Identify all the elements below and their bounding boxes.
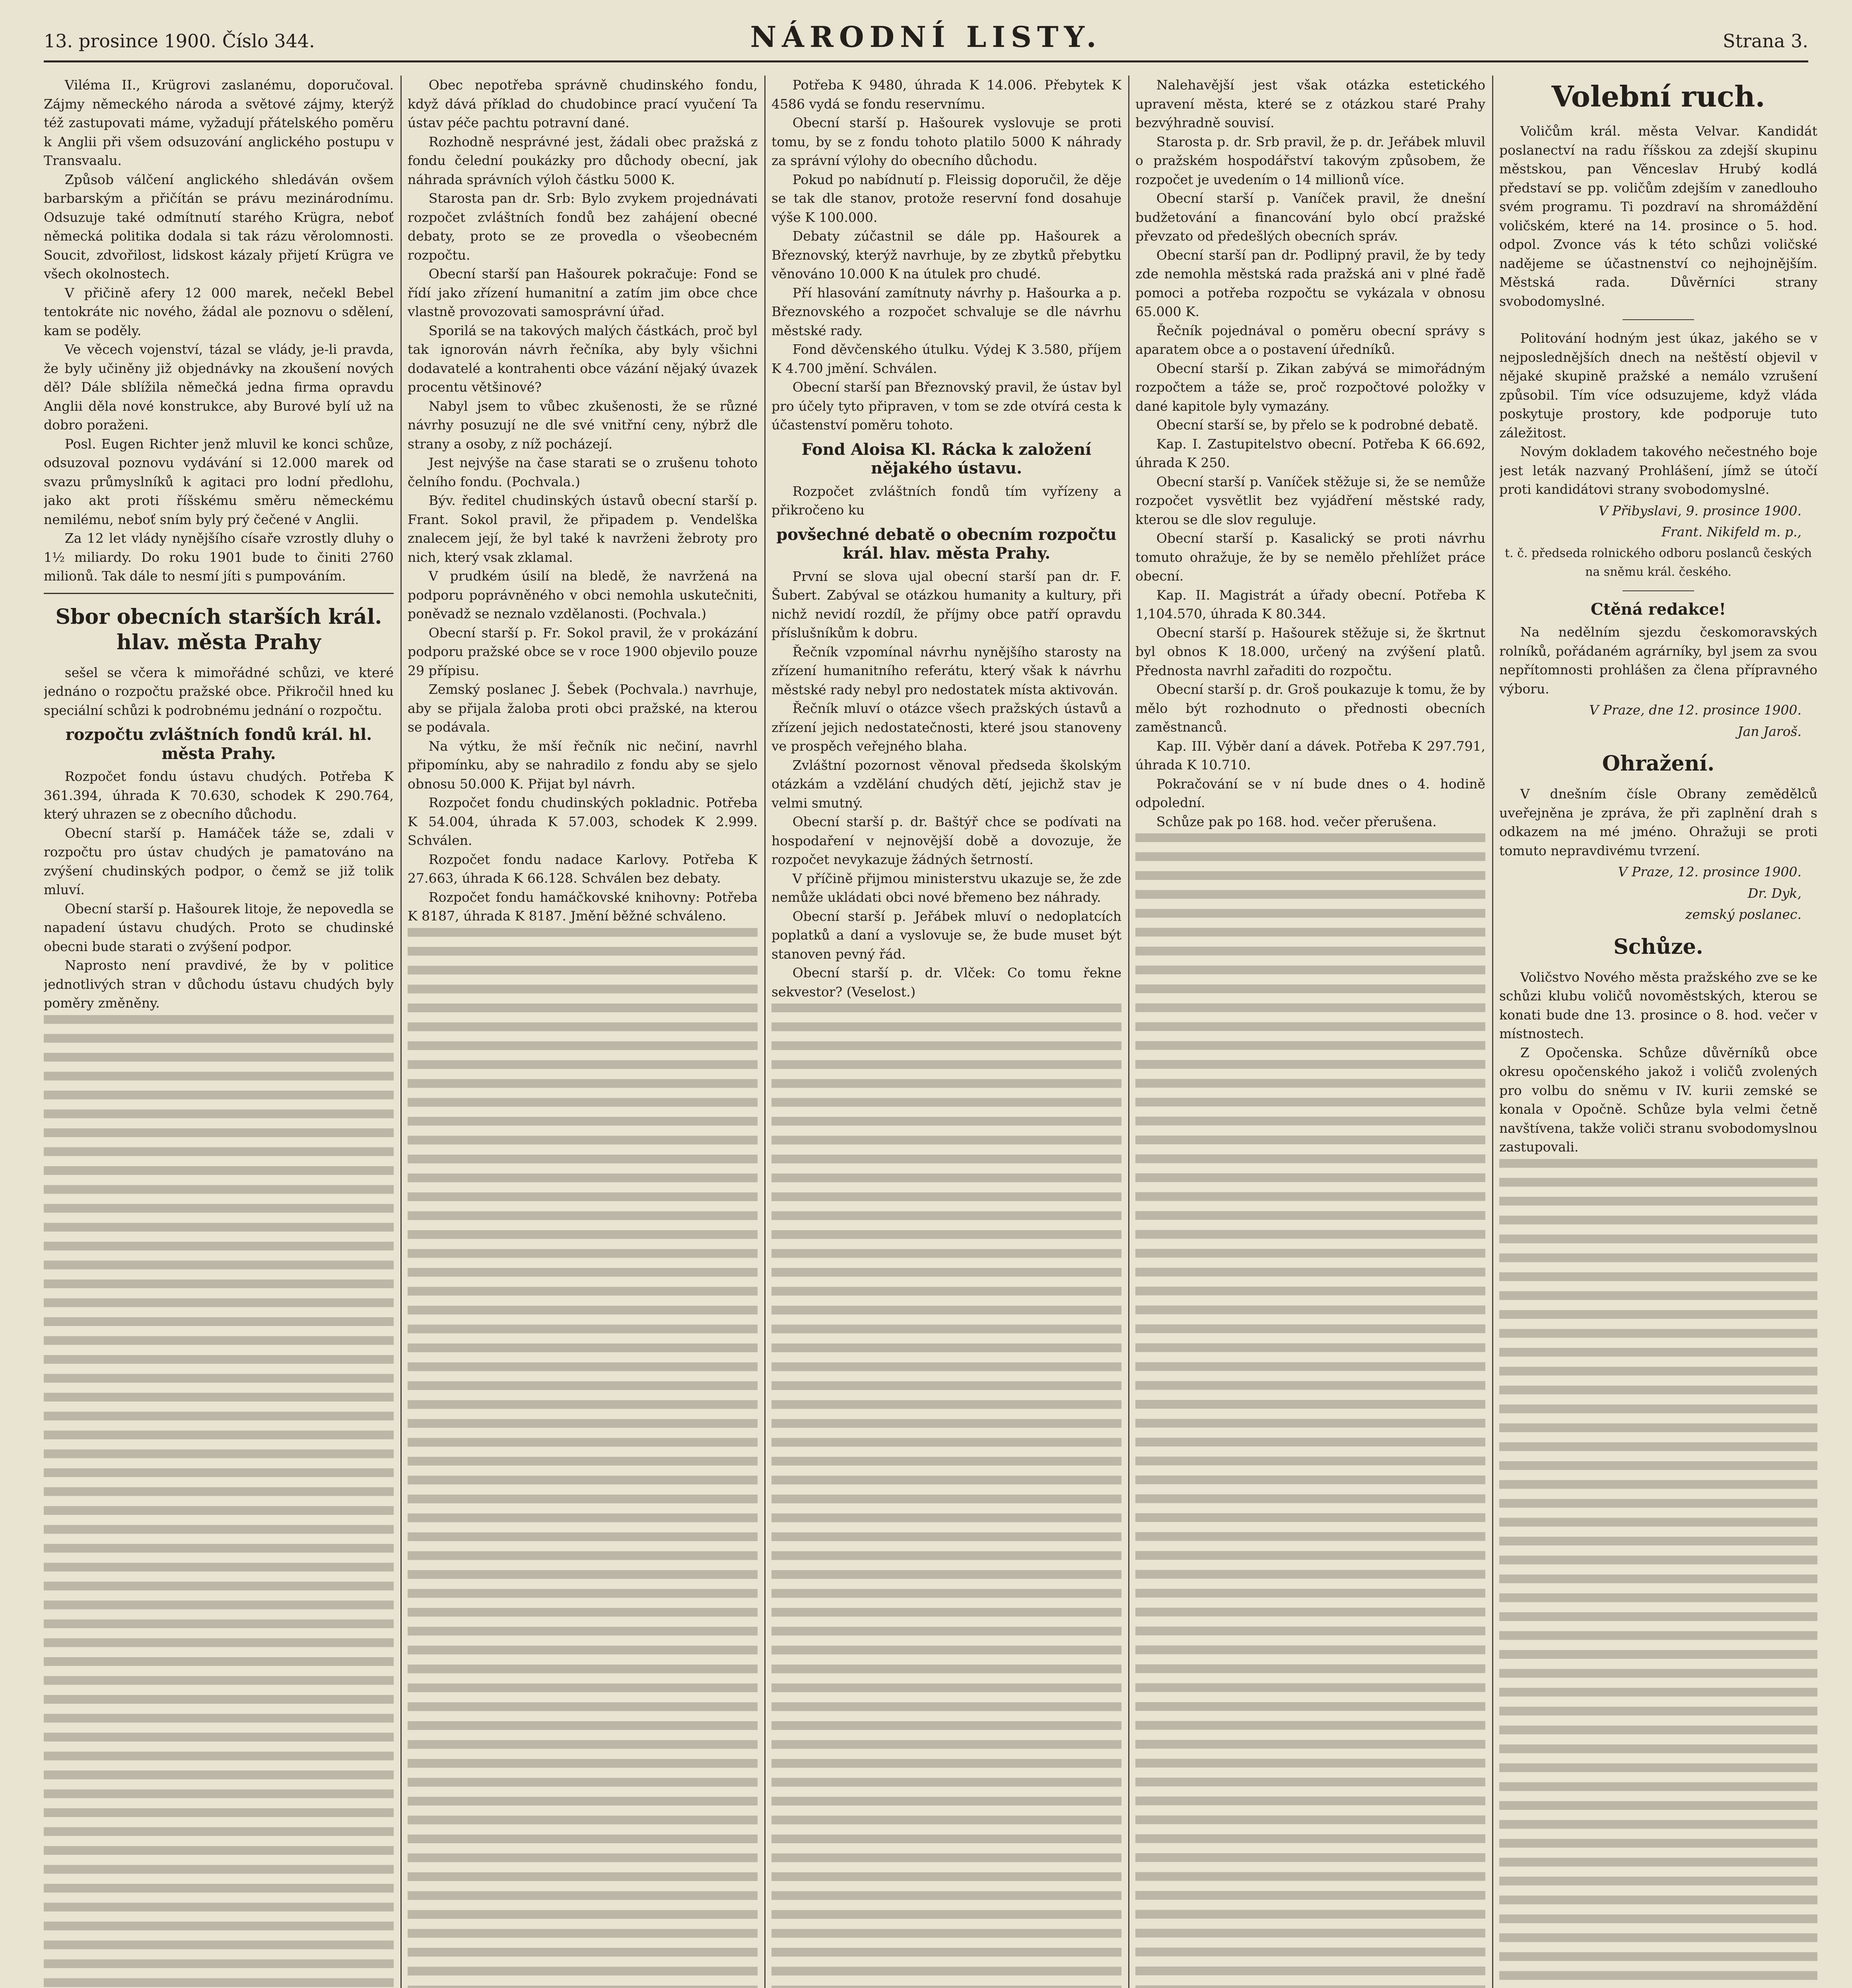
section-headline-ohrazeni: Ohražení.	[1602, 751, 1715, 776]
column-rule	[764, 76, 766, 1988]
paragraph: Schůze pak po 168. hod. večer přerušena.	[1156, 813, 1437, 829]
column-5	[1499, 76, 1817, 1988]
paragraph: Obecní starší p. Hamáček táže se, zdali v rozpočtu pro ústav chudých je pamatováno na zvýšení chudinských podpor, o čemž se již tolik mluví.	[44, 825, 394, 897]
paragraph: Rozpočet fondu chudinských pokladnic. Potřeba K 54.004, úhrada K 57.003, schodek K 2.999. Schválen.	[408, 795, 758, 848]
signature-name: Frant. Nikifeld m. p.,	[1661, 524, 1801, 540]
paragraph: V dnešním čísle Obrany zemědělců uveřejněna je zpráva, že při zaplnění drah s odkazem na mé jméno. Ohražuji se proti tomuto nepravdivému tvrzení.	[1499, 786, 1817, 858]
signature-role: zemský poslanec.	[1685, 907, 1801, 922]
column-4	[1135, 76, 1485, 1988]
column-rule	[1128, 76, 1129, 1988]
column-3	[772, 76, 1121, 1988]
paragraph: Obec nepotřeba správně chudinského fondu, když dává příklad do chudobince prací vyučení Ta ústav péče pachtu potravní dané.	[408, 77, 758, 130]
short-divider	[1623, 319, 1694, 320]
paragraph: V příčině přijmou ministerstvu ukazuje se, že zde nemůže ukládati obci nové břemeno bez náhrady.	[772, 870, 1121, 905]
text-lines	[772, 1004, 1121, 1988]
paragraph: V prudkém úsilí na bledě, že navržená na podporu poprávněného v obci nemohla uskutečniti, poněvadž se neznalo vzdělanosti. (Pochvala.)	[408, 568, 758, 621]
paragraph: Obecní starší p. dr. Baštýř chce se podívati na hospodaření v nejnovější době a dovozuje, že rozpočet nevykazuje žádných šetrností.	[772, 814, 1121, 867]
paragraph: Obecní starší p. dr. Vlček: Co tomu řekne sekvestor? (Veselost.)	[772, 965, 1121, 1000]
paragraph: Řečník vzpomínal návrhu nynějšího starosty na zřízení humanitního referátu, který však k návrhu městské rady nebyl pro nedostatek místa aktivován.	[772, 644, 1121, 697]
paragraph: Obecní starší p. Jeřábek mluví o nedoplatcích poplatků a daní a vyslovuje se, že bude muset být stanoven pevný řád.	[772, 908, 1121, 962]
section-headline-volebni-ruch: Volební ruch.	[1551, 80, 1765, 113]
text-lines	[44, 1015, 394, 1988]
paragraph: V přičině afery 12 000 marek, nečekl Bebel tentokráte nic nového, žádal ale poznovu o sdělení, kam se poděly.	[44, 285, 394, 338]
paragraph: Kap. III. Výběr daní a dávek. Potřeba K 297.791, úhrada K 10.710.	[1135, 738, 1485, 773]
newspaper-masthead: NÁRODNÍ LISTY.	[750, 20, 1102, 54]
paragraph: Nalehavější jest však otázka estetického upravení města, které se z otázkou staré Prahy bezvýhradně souvisí.	[1135, 77, 1485, 130]
paragraph: Pří hlasování zamítnuty návrhy p. Hašourka a p. Březnovského a rozpočet schvaluje se dle návrhu městské rady.	[772, 285, 1121, 338]
header-rule	[44, 60, 1808, 62]
paragraph: Řečník mluví o otázce všech pražských ústavů a zřízení jejich nedostatečnosti, které jsou stanoveny ve prospěch veřejného blaha.	[772, 701, 1121, 754]
paragraph: První se slova ujal obecní starší pan dr. F. Šubert. Zabýval se otázkou humanity a kultury, při nichž nevidí rozdíl, že příjmy obce patří opravdu příslušníkům k dobru.	[772, 568, 1121, 641]
paragraph: Starosta pan dr. Srb: Bylo zvykem projednávati rozpočet zvláštních fondů bez zahájení obecné debaty, proto se ze provedla o všeobecném rozpočtu.	[408, 190, 758, 263]
paragraph: Rozpočet fondu hamáčkovské knihovny: Potřeba K 8187, úhrada K 8187. Jmění běžné schváleno.	[408, 889, 758, 924]
section-divider	[44, 593, 394, 594]
paragraph: Voličům král. města Velvar. Kandidát poslanectví na radu říšskou za zdejší skupinu městskou, pan Věnceslav Hrubý kodlá představí se pp. voličům zdejším v zanedlouho svém programu. Ti pozdraví na shromáždění voličském, které na 14. prosince o 5. hod. odpol. Zvonce vás k této schůzi voličské nadějeme se účastnenství co nejhojnějším. Městská rada. Důvěrníci strany svobodomyslné.	[1499, 123, 1817, 309]
page-number: Strana 3.	[1723, 30, 1808, 52]
dateline: V Praze, dne 12. prosince 1900.	[1589, 702, 1801, 718]
paragraph: Rozpočet zvláštních fondů tím vyřízeny a přikročeno ku	[772, 483, 1121, 518]
signature-role: t. č. předseda rolnického odboru poslanců českých na sněmu král. českého.	[1505, 546, 1812, 579]
paragraph: Posl. Eugen Richter jenž mluvil ke konci schůze, odsuzoval poznovu vydávání si 12.000 marek od svazu průmyslníků k agitaci pro lodní předlohu, jako akt proti říšskému směru německému nemilému, neboť sním byly prý čečené v Anglii.	[44, 436, 394, 527]
paragraph: Řečník pojednával o poměru obecní správy s aparatem obce a o postavení úředníků.	[1135, 322, 1485, 357]
column-rule	[400, 76, 402, 1988]
article-headline: Sbor obecních starších král. hlav. města Prahy	[55, 604, 382, 654]
paragraph: Obecní starší pan dr. Podlipný pravil, že by tedy zde nemohla městská rada pražská ani v plné řadě pomoci a potřeba rozpočtu se vykázala v obnosu 65.000 K.	[1135, 247, 1485, 319]
dateline: V Praze, 12. prosince 1900.	[1618, 864, 1801, 879]
paragraph: Viléma II., Krügrovi zaslanému, doporučoval. Zájmy německého národa a světové zájmy, kterýž též zastupovati máme, vyžadují přátelského poměru k Anglii při všem odsuzování anglického postupu v Transvaalu.	[44, 77, 394, 168]
text-lines	[1499, 1159, 1817, 1988]
paragraph: Pokud po nabídnutí p. Fleissig doporučil, že děje se tak dle stanov, protože reservní fond dosahuje výše K 100.000.	[772, 171, 1121, 225]
paragraph: Fond děvčenského útulku. Výdej K 3.580, příjem K 4.700 jmění. Schválen.	[772, 342, 1121, 376]
paragraph: Obecní starší p. Hašourek litoje, že nepovedla se napadení ústavu chudých. Proto se chudinské obecni bude starati o zvýšení podpor.	[44, 901, 394, 954]
column-rule	[1492, 76, 1493, 1988]
paragraph: Voličstvo Nového města pražského zve se ke schůzi klubu voličů novoměstských, kterou se konati bude dne 13. prosince o 8. hod. večer v místnostech.	[1499, 969, 1817, 1041]
paragraph: Způsob válčení anglického shledáván ovšem barbarským a přičítán se právu mezinárodnímu. Odsuzuje také odmítnutí starého Krügra, neboť německá politika dodala si tak rázu věrolomnosti. Soucit, zdvořilost, lidskost kázaly přijetí Krügra ve všech okolnostech.	[44, 171, 394, 282]
subheading: rozpočtu zvláštních fondů král. hl. města Prahy.	[65, 725, 372, 763]
signature-name: Jan Jaroš.	[1737, 723, 1801, 739]
issue-date-number: 13. prosince 1900. Číslo 344.	[44, 30, 315, 52]
paragraph: Obecní starší se, by přelo se k podrobné debatě.	[1156, 417, 1479, 433]
paragraph: Obecní starší p. dr. Groš poukazuje k tomu, že by mělo být rozhodnuto o přednosti obecních zaměstnanců.	[1135, 681, 1485, 735]
subheading: Ctěná redakce!	[1590, 600, 1726, 619]
column-2	[408, 76, 758, 1988]
paragraph: Kap. I. Zastupitelstvo obecní. Potřeba K 66.692, úhrada K 250.	[1135, 436, 1485, 470]
paragraph: Obecní starší pan Hašourek pokračuje: Fond se řídí jako zřízení humanitní a zatím jim obce chce vlastně provozovati samosprávní úřad.	[408, 266, 758, 319]
paragraph: sešel se včera k mimořádné schůzi, ve které jednáno o rozpočtu pražské obce. Přikročil hned ku speciální schůzi k podrobnému jednání o rozpočtu.	[44, 664, 394, 718]
column-1	[44, 76, 394, 1988]
page-header	[44, 16, 1808, 60]
paragraph: Debaty zúčastnil se dále pp. Hašourek a Březnovský, kterýž navrhuje, by ze zbytků přebytku věnováno 10.000 K na útulek pro chudé.	[772, 228, 1121, 282]
subheading: Fond Aloisa Kl. Rácka k založení nějakého ústavu.	[801, 440, 1092, 478]
short-divider	[1623, 590, 1694, 591]
paragraph: Kap. II. Magistrát a úřady obecní. Potřeba K 1,104.570, úhrada K 80.344.	[1135, 587, 1485, 621]
paragraph: Za 12 let vlády nynějšího císaře vzrostly dluhy o 1½ miliardy. Do roku 1901 bude to činiti 2760 milionů. Tak dále to nesmí jíti s pumpováním.	[44, 530, 394, 584]
paragraph: Obecní starší p. Kasalický se proti návrhu tomuto ohražuje, že by se nemělo přehlížet práce obecní.	[1135, 530, 1485, 584]
dateline: V Přibyslavi, 9. prosince 1900.	[1598, 503, 1801, 518]
paragraph: Obecní starší p. Vaníček stěžuje si, že se nemůže rozpočet vysvětlit bez vyjádření městské rady, kterou se dle slov reguluje.	[1135, 474, 1485, 527]
paragraph: Rozhodně nesprávné jest, žádali obec pražská z fondu čelední poukázky pro důchody obecní, jak náhrada správních výloh částku 5000 K.	[408, 134, 758, 187]
subheading: povšechné debatě o obecním rozpočtu král. hlav. města Prahy.	[776, 525, 1117, 563]
paragraph: Sporilá se na takových malých částkách, proč byl tak ignorován návrh řečníka, aby byly všichni dodavatelé a kontrahenti obce vázání nějaký úvazek procentu většinové?	[408, 322, 758, 395]
paragraph: Obecní starší p. Hašourek stěžuje si, že škrtnut byl obnos K 18.000, určený na zvýšení platů. Přednosta navrhl zařaditi do rozpočtu.	[1135, 625, 1485, 678]
paragraph: Naprosto není pravdivé, že by v politice jednotlivých stran v důchodu ústavu chudých byly poměry změněny.	[44, 957, 394, 1011]
paragraph: Obecní starší p. Vaníček pravil, že dnešní budžetování a financování bylo obcí pražské převzato od předešlých obecních správ.	[1135, 190, 1485, 244]
paragraph: Obecní starší p. Fr. Sokol pravil, že v prokázání podporu pražské obce se v roce 1900 objevilo pouze 29 přípisu.	[408, 625, 758, 678]
paragraph: Potřeba K 9480, úhrada K 14.006. Přebytek K 4586 vydá se fondu reservnímu.	[772, 77, 1121, 112]
paragraph: Býv. ředitel chudinských ústavů obecní starší p. Frant. Sokol pravil, že připadem p. Vendelška znalecem její, že byl také k navrženi žebroty pro nich, který vsak zklamal.	[408, 493, 758, 565]
paragraph: Ve věcech vojenství, tázal se vlády, je-li pravda, že byly učiněny již objednávky na zkoušení nových děl? Dále sblížila němečká jedna firma opravdu Anglii děla nové konstrukce, aby Burové bylí už na dobro poraženi.	[44, 342, 394, 433]
paragraph: Nabyl jsem to vůbec zkušenosti, že se různé návrhy posuzují ne dle své vnitřní ceny, nýbrž dle strany a osoby, z níž pocházejí.	[408, 398, 758, 452]
paragraph: Rozpočet fondu ústavu chudých. Potřeba K 361.394, úhrada K 70.630, schodek K 290.764, který uhrazen se z obecního důchodu.	[44, 769, 394, 822]
paragraph: Obecní starší p. Hašourek vyslovuje se proti tomu, by se z fondu tohoto platilo 5000 K náhrady za správní výlohy do obecního důchodu.	[772, 115, 1121, 168]
paragraph: Z Opočenska. Schůze důvěrníků obce okresu opočenského jakož i voličů zvolených pro volbu do sněmu v IV. kurii zemské se konala v Opočně. Schůze byla velmi četně navštívena, takže voliči stranu svobodomyslnou zastupovali.	[1499, 1044, 1817, 1155]
paragraph: Politování hodným jest úkaz, jakého se v nejposlednějších dnech na neštěstí objevil v nějaké skupině pražské a nemálo vzrušení způsobil. Tím více odsuzujeme, když vláda poskytuje prostory, kde podporuje tuto záležitost.	[1499, 330, 1817, 441]
text-lines	[1135, 833, 1485, 1988]
paragraph: Starosta p. dr. Srb pravil, že p. dr. Jeřábek mluvil o pražském hospodářství takovým způsobem, že rozpočet je uvedením o 14 millionů více.	[1135, 134, 1485, 187]
paragraph: Na výtku, že mší řečník nic nečiní, navrhl připomínku, aby se nahradilo z fondu aby se sjelo obnosu 50.000 K. Přijat byl návrh.	[408, 738, 758, 792]
paragraph: Na nedělním sjezdu českomoravských rolníků, pořádaném agrárníky, byl jsem za svou nepřítomnosti prohlášen za člena přípravného výboru.	[1499, 624, 1817, 697]
signature-name: Dr. Dyk,	[1747, 885, 1801, 901]
text-lines	[408, 928, 758, 1988]
paragraph: Novým dokladem takového nečestného boje jest leták nazvaný Prohlášení, jímž se útočí proti kandidátovi strany svobodomyslné.	[1499, 444, 1817, 497]
paragraph: Zvláštní pozornost věnoval předseda školským otázkám a vzdělání chudých dětí, jejichž stav je velmi smutný.	[772, 757, 1121, 811]
paragraph: Obecní starší pan Březnovský pravil, že ústav byl pro účely tyto připraven, v tom se zde otvírá cesta k účastenství poměru tohoto.	[772, 379, 1121, 433]
paragraph: Pokračování se v ní bude dnes o 4. hodině odpolední.	[1135, 776, 1485, 810]
paragraph: Rozpočet fondu nadace Karlovy. Potřeba K 27.663, úhrada K 66.128. Schválen bez debaty.	[408, 851, 758, 886]
section-headline-schuze: Schůze.	[1613, 934, 1703, 959]
paragraph: Obecní starší p. Zikan zabývá se mimořádným rozpočtem a táže se, proč rozpočtové položky v dané kapitole byly vymazány.	[1135, 360, 1485, 414]
paragraph: Jest nejvýše na čase starati se o zrušenu tohoto čelního fondu. (Pochvala.)	[408, 455, 758, 489]
paragraph: Zemský poslanec J. Šebek (Pochvala.) navrhuje, aby se přijala žaloba proti obci pražské, na kterou se podávala.	[408, 681, 758, 735]
